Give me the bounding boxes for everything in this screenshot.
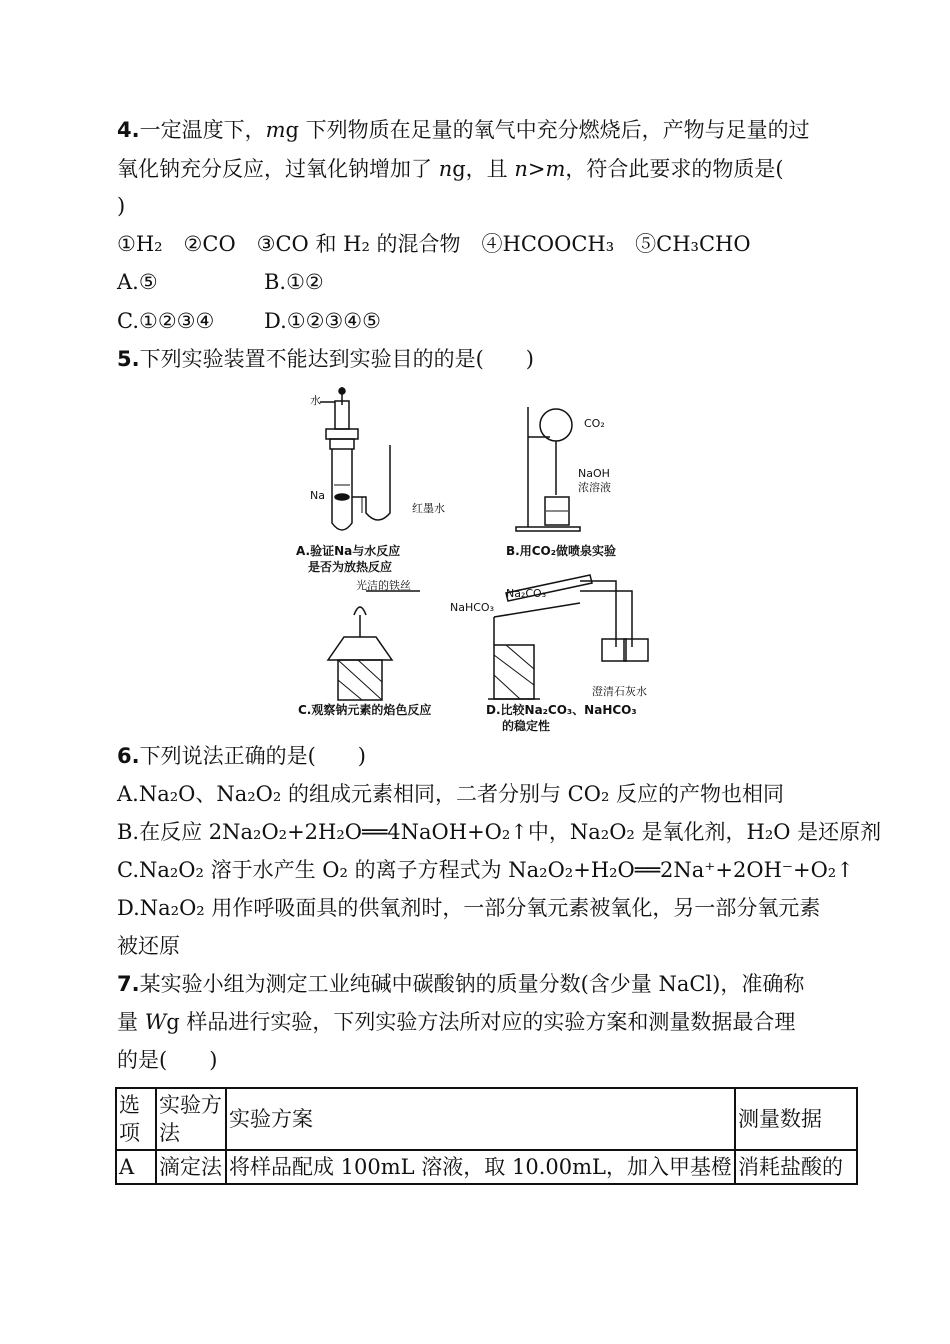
fig-d-na2co3-label: Na₂CO₃	[506, 587, 547, 600]
q4-option-d: D.①②③④⑤	[264, 309, 381, 333]
q7-number: 7.	[117, 972, 140, 996]
q7-line-2	[117, 1008, 795, 1036]
q4-var-m: m	[265, 118, 286, 142]
q6-line	[117, 742, 366, 770]
q4-line-2	[117, 155, 784, 183]
fig-a-caption-2: 是否为放热反应	[308, 560, 393, 574]
header-plan: 实验方案	[226, 1088, 735, 1150]
fig-d-lime-label: 澄清石灰水	[592, 685, 647, 698]
q4-text-1b: g 下列物质在足量的氧气中充分燃烧后，产物与足量的过	[285, 118, 810, 142]
fig-a-caption-1: A.验证Na与水反应	[296, 544, 401, 558]
q4-line-1	[117, 116, 810, 144]
q7-text-1: 某实验小组为测定工业纯碱中碳酸钠的质量分数(含少量 NaCl)，准确称	[139, 972, 805, 996]
fig-d-caption-2: 的稳定性	[502, 719, 551, 733]
q4-text-1a: 一定温度下，	[139, 118, 266, 142]
q4-text-2c: ，符合此要求的物质是(	[565, 157, 784, 181]
q4-line-3: )	[117, 194, 126, 218]
fig-a-na-label: Na	[310, 489, 325, 502]
header-method: 实验方 法	[156, 1088, 226, 1150]
q4-items: ①H₂ ②CO ③CO 和 H₂ 的混合物 ④HCOOCH₃ ⑤CH₃CHO	[117, 232, 751, 256]
q6-option-d-2: 被还原	[117, 934, 180, 958]
q4-number: 4.	[117, 118, 140, 142]
fig-a-ink-label: 红墨水	[412, 502, 445, 515]
fig-b-co2-label: CO₂	[584, 417, 605, 430]
fig-d-caption-1: D.比较Na₂CO₃、NaHCO₃	[486, 703, 637, 717]
q5-number: 5.	[117, 347, 140, 371]
q6-option-d-1: D.Na₂O₂ 用作呼吸面具的供氧剂时，一部分氧元素被氧化，另一部分氧元素	[117, 896, 821, 920]
apparatus-b-drawing	[516, 407, 580, 531]
q4-option-a: A.⑤	[117, 270, 158, 294]
fig-c-wire-label: 光洁的铁丝	[356, 579, 411, 592]
row-a-option: A	[116, 1150, 156, 1184]
q5-text: 下列实验装置不能达到实验目的的是( )	[139, 347, 534, 371]
row-a-method: 滴定法	[156, 1150, 226, 1184]
q6-option-b: B.在反应 2Na₂O₂+2H₂O══4NaOH+O₂↑中，Na₂O₂ 是氧化剂，H₂O 是还原剂	[117, 820, 882, 844]
fig-c-caption: C.观察钠元素的焰色反应	[298, 703, 432, 717]
q6-number: 6.	[117, 744, 140, 768]
q7-var-w: W	[144, 1010, 167, 1034]
q7-text-2a: 量	[117, 1010, 145, 1034]
q5-apparatus-figure	[280, 385, 680, 735]
q4-var-n: n	[438, 157, 453, 181]
q7-options-table	[115, 1087, 858, 1185]
q4-option-c: C.①②③④	[117, 309, 215, 333]
q4-text-2a: 氧化钠充分反应，过氧化钠增加了	[117, 157, 439, 181]
fig-b-naoh-label-2: 浓溶液	[578, 481, 611, 494]
header-data: 测量数据	[735, 1088, 857, 1150]
q7-line-3: 的是( )	[117, 1048, 218, 1072]
q6-option-c: C.Na₂O₂ 溶于水产生 O₂ 的离子方程式为 Na₂O₂+H₂O══2Na⁺+2OH⁻+O₂↑	[117, 858, 854, 882]
q7-line-1	[117, 970, 804, 998]
table-header-row	[116, 1088, 857, 1150]
apparatus-c-drawing	[328, 591, 420, 700]
header-option: 选 项	[116, 1088, 156, 1150]
q5-line	[117, 345, 534, 373]
fig-a-water-label: 水	[310, 394, 321, 407]
q6-text: 下列说法正确的是( )	[139, 744, 366, 768]
q4-text-2b: g，且	[452, 157, 515, 181]
row-a-data: 消耗盐酸的	[735, 1150, 857, 1184]
fig-d-nahco3-label: NaHCO₃	[450, 601, 494, 614]
q4-option-b: B.①②	[264, 270, 324, 294]
apparatus-a-drawing	[320, 387, 390, 530]
fig-b-caption: B.用CO₂做喷泉实验	[506, 544, 616, 558]
fig-b-naoh-label-1: NaOH	[578, 467, 610, 480]
q6-option-a: A.Na₂O、Na₂O₂ 的组成元素相同，二者分别与 CO₂ 反应的产物也相同	[117, 782, 785, 806]
row-a-plan: 将样品配成 100mL 溶液，取 10.00mL，加入甲基橙	[226, 1150, 735, 1184]
q4-condition: n>m	[514, 157, 566, 181]
table-row	[116, 1150, 857, 1184]
q7-text-2b: g 样品进行实验，下列实验方法所对应的实验方案和测量数据最合理	[166, 1010, 796, 1034]
